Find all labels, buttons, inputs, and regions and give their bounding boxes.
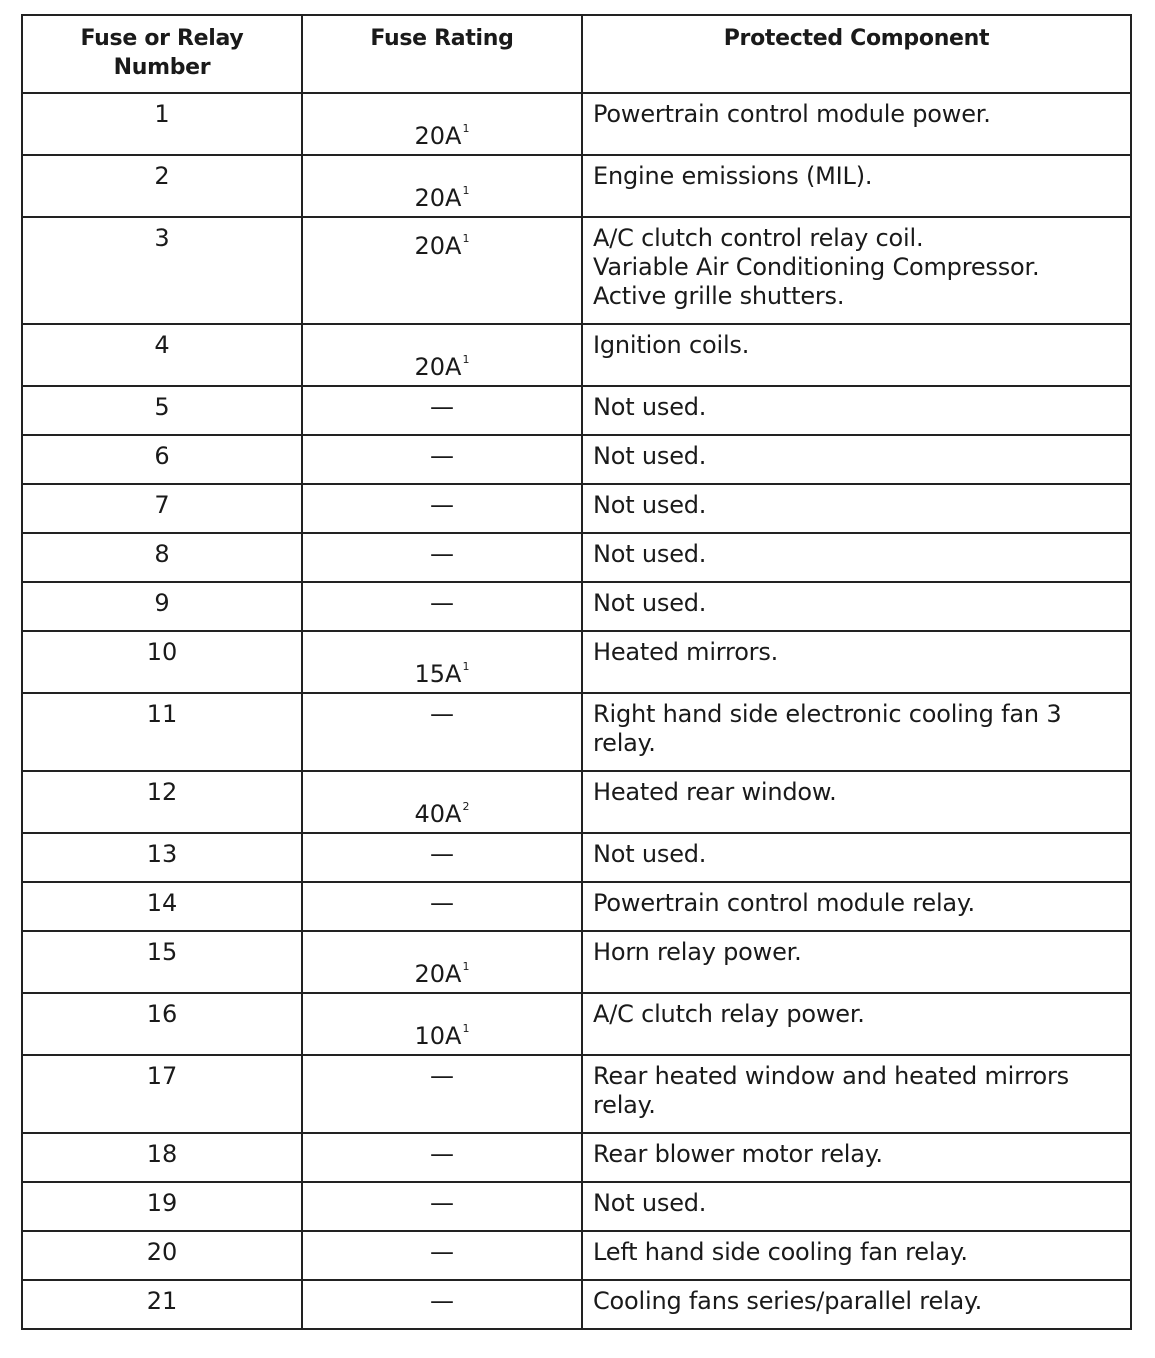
fuse-rating-cell xyxy=(302,693,582,771)
protected-component-cell xyxy=(582,693,1131,771)
table-row xyxy=(22,1231,1131,1280)
protected-component-cell xyxy=(582,217,1131,324)
protected-component-cell xyxy=(582,882,1131,931)
table-row xyxy=(22,582,1131,631)
table-row xyxy=(22,155,1131,217)
fuse-rating-value: — xyxy=(430,700,454,728)
footnote-marker: 2 xyxy=(462,800,470,813)
protected-component-cell xyxy=(582,1055,1131,1133)
component-line: Active grille shutters. xyxy=(593,282,845,310)
protected-component-cell xyxy=(582,993,1131,1055)
fuse-rating-value: — xyxy=(430,442,454,470)
fuse-rating-cell xyxy=(302,93,582,155)
fuse-rating-cell xyxy=(302,882,582,931)
fuse-rating-value: — xyxy=(430,589,454,617)
fuse-rating-cell xyxy=(302,533,582,582)
fuse-rating-cell xyxy=(302,931,582,993)
component-line: Variable Air Conditioning Compressor. xyxy=(593,253,1040,281)
component-line: Rear blower motor relay. xyxy=(593,1140,883,1168)
component-line: Right hand side electronic cooling fan 3 relay. xyxy=(593,700,1062,757)
table-row xyxy=(22,1280,1131,1329)
fuse-rating-value: 20A xyxy=(414,232,462,260)
fuse-number-cell: 17 xyxy=(22,1055,302,1133)
component-line: Not used. xyxy=(593,442,707,470)
fuse-rating-value: — xyxy=(430,840,454,868)
component-line: Left hand side cooling fan relay. xyxy=(593,1238,968,1266)
protected-component-cell xyxy=(582,1280,1131,1329)
table-row xyxy=(22,93,1131,155)
table-row xyxy=(22,993,1131,1055)
fuse-rating-value: — xyxy=(430,1062,454,1090)
protected-component-cell xyxy=(582,1231,1131,1280)
table-row xyxy=(22,1133,1131,1182)
fuse-table xyxy=(21,14,1132,1330)
component-line: Powertrain control module relay. xyxy=(593,889,975,917)
fuse-rating-value: — xyxy=(430,491,454,519)
fuse-number-cell: 13 xyxy=(22,833,302,882)
fuse-rating-cell xyxy=(302,833,582,882)
fuse-rating-value: — xyxy=(430,1238,454,1266)
table-row xyxy=(22,435,1131,484)
protected-component-cell xyxy=(582,93,1131,155)
fuse-rating-cell xyxy=(302,1133,582,1182)
component-line: Not used. xyxy=(593,1189,707,1217)
fuse-rating-value: — xyxy=(430,393,454,421)
protected-component-cell xyxy=(582,435,1131,484)
component-line: Not used. xyxy=(593,491,707,519)
protected-component-cell xyxy=(582,386,1131,435)
table-body xyxy=(22,93,1131,1329)
fuse-number-cell: 8 xyxy=(22,533,302,582)
component-line: Cooling fans series/parallel relay. xyxy=(593,1287,983,1315)
fuse-number-cell: 4 xyxy=(22,324,302,386)
fuse-rating-cell xyxy=(302,155,582,217)
protected-component-cell xyxy=(582,484,1131,533)
header-fuse-number: Fuse or Relay Number xyxy=(22,15,302,93)
protected-component-cell xyxy=(582,931,1131,993)
component-line: Not used. xyxy=(593,840,707,868)
footnote-marker: 1 xyxy=(462,232,470,245)
component-line: Powertrain control module power. xyxy=(593,100,991,128)
table-row xyxy=(22,386,1131,435)
fuse-number-cell: 19 xyxy=(22,1182,302,1231)
table-row xyxy=(22,833,1131,882)
fuse-rating-value: — xyxy=(430,1140,454,1168)
table-row xyxy=(22,693,1131,771)
fuse-number-cell: 2 xyxy=(22,155,302,217)
fuse-number-cell: 6 xyxy=(22,435,302,484)
component-line: Horn relay power. xyxy=(593,938,802,966)
protected-component-cell xyxy=(582,533,1131,582)
fuse-rating-cell xyxy=(302,324,582,386)
fuse-rating-value: 15A xyxy=(414,660,462,688)
fuse-rating-value: 10A xyxy=(414,1022,462,1050)
fuse-rating-cell xyxy=(302,1280,582,1329)
fuse-number-cell: 12 xyxy=(22,771,302,833)
footnote-marker: 1 xyxy=(462,1022,470,1035)
fuse-number-cell: 18 xyxy=(22,1133,302,1182)
fuse-number-cell: 9 xyxy=(22,582,302,631)
header-protected-component: Protected Component xyxy=(582,15,1131,93)
component-line: Heated rear window. xyxy=(593,778,837,806)
fuse-number-cell: 11 xyxy=(22,693,302,771)
protected-component-cell xyxy=(582,582,1131,631)
table-row xyxy=(22,1055,1131,1133)
table-row xyxy=(22,533,1131,582)
component-line: Rear heated window and heated mirrors relay. xyxy=(593,1062,1069,1119)
fuse-rating-value: 20A xyxy=(414,353,462,381)
protected-component-cell xyxy=(582,324,1131,386)
table-row xyxy=(22,931,1131,993)
component-line: A/C clutch control relay coil. xyxy=(593,224,924,252)
fuse-number-cell: 14 xyxy=(22,882,302,931)
fuse-rating-cell xyxy=(302,582,582,631)
fuse-number-cell: 21 xyxy=(22,1280,302,1329)
component-line: A/C clutch relay power. xyxy=(593,1000,865,1028)
fuse-rating-cell xyxy=(302,484,582,533)
table-row xyxy=(22,217,1131,324)
protected-component-cell xyxy=(582,1182,1131,1231)
fuse-rating-value: 40A xyxy=(414,800,462,828)
component-line: Engine emissions (MIL). xyxy=(593,162,873,190)
fuse-number-cell: 3 xyxy=(22,217,302,324)
fuse-rating-value: 20A xyxy=(414,184,462,212)
footnote-marker: 1 xyxy=(462,122,470,135)
footnote-marker: 1 xyxy=(462,960,470,973)
protected-component-cell xyxy=(582,155,1131,217)
table-row xyxy=(22,484,1131,533)
component-line: Not used. xyxy=(593,393,707,421)
protected-component-cell xyxy=(582,833,1131,882)
component-line: Not used. xyxy=(593,540,707,568)
protected-component-cell xyxy=(582,1133,1131,1182)
fuse-rating-value: — xyxy=(430,540,454,568)
table-row xyxy=(22,771,1131,833)
fuse-number-cell: 5 xyxy=(22,386,302,435)
footnote-marker: 1 xyxy=(462,184,470,197)
fuse-rating-cell xyxy=(302,993,582,1055)
fuse-number-cell: 1 xyxy=(22,93,302,155)
table-row xyxy=(22,631,1131,693)
fuse-rating-cell xyxy=(302,771,582,833)
fuse-rating-cell xyxy=(302,631,582,693)
fuse-rating-value: 20A xyxy=(414,960,462,988)
fuse-rating-cell xyxy=(302,217,582,324)
component-line: Ignition coils. xyxy=(593,331,750,359)
fuse-rating-cell xyxy=(302,1182,582,1231)
fuse-number-cell: 10 xyxy=(22,631,302,693)
header-fuse-rating: Fuse Rating xyxy=(302,15,582,93)
fuse-rating-value: — xyxy=(430,889,454,917)
fuse-rating-value: — xyxy=(430,1287,454,1315)
footnote-marker: 1 xyxy=(462,660,470,673)
component-line: Heated mirrors. xyxy=(593,638,779,666)
fuse-number-cell: 16 xyxy=(22,993,302,1055)
protected-component-cell xyxy=(582,771,1131,833)
table-header-row xyxy=(22,15,1131,93)
table-row xyxy=(22,1182,1131,1231)
fuse-rating-cell xyxy=(302,386,582,435)
component-line: Not used. xyxy=(593,589,707,617)
fuse-number-cell: 20 xyxy=(22,1231,302,1280)
protected-component-cell xyxy=(582,631,1131,693)
fuse-rating-value: 20A xyxy=(414,122,462,150)
fuse-number-cell: 15 xyxy=(22,931,302,993)
fuse-rating-cell xyxy=(302,1231,582,1280)
table-row xyxy=(22,324,1131,386)
fuse-number-cell: 7 xyxy=(22,484,302,533)
fuse-rating-cell xyxy=(302,435,582,484)
fuse-rating-value: — xyxy=(430,1189,454,1217)
table-row xyxy=(22,882,1131,931)
footnote-marker: 1 xyxy=(462,353,470,366)
fuse-rating-cell xyxy=(302,1055,582,1133)
